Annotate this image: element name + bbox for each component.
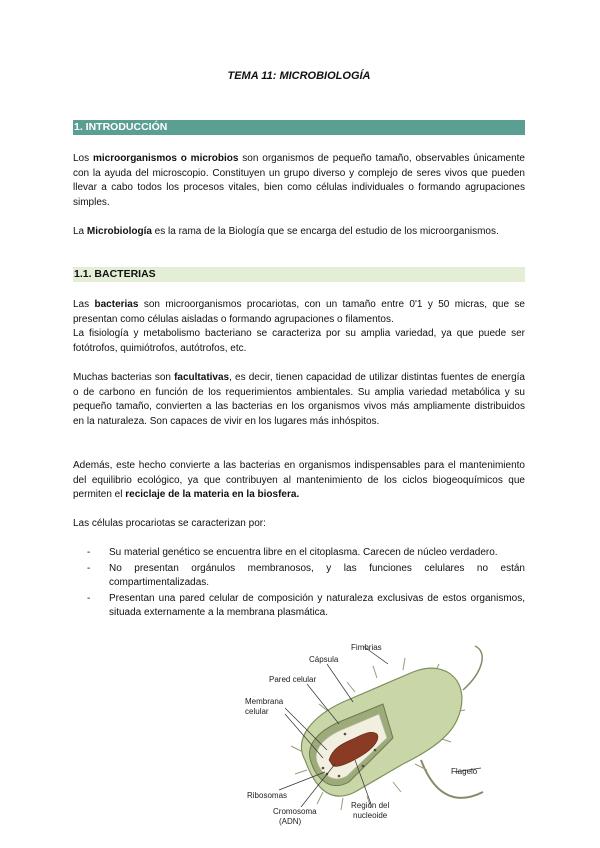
bacterium-diagram xyxy=(243,642,493,832)
label-region-del: Región del xyxy=(351,801,390,810)
list-item: - Su material genético se encuentra libre en el citoplasma. Carecen de núcleo verdadero. xyxy=(87,546,525,561)
bullet-marker: - xyxy=(87,547,91,558)
intro-paragraph-1: Los microorganismos o microbios son organismos de pequeño tamaño, observables únicamente con la ayuda del microscopio. Constituyen un grupo diverso y complejo de seres vivos que pueden llevar a cabo todos los procesos vitales, bien como células individuales o formando agrupaciones simples. xyxy=(73,153,525,208)
label-pared-celular: Pared celular xyxy=(269,675,317,684)
bullet-marker: - xyxy=(87,592,91,604)
bacterias-paragraph-1b: La fisiología y metabolismo bacteriano se caracteriza por su amplia variedad, ya que puede ser fotótrofos, quimiótrofos, autótrofos, etc. xyxy=(73,328,525,354)
label-membrana: Membrana xyxy=(245,697,284,706)
label-fimbrias: Fimbrias xyxy=(351,643,382,652)
label-adn: (ADN) xyxy=(279,817,302,826)
label-flagelo: Flagelo xyxy=(451,767,478,776)
label-capsula: Cápsula xyxy=(309,655,339,664)
flagellum-shape-upper xyxy=(463,646,482,690)
bacterias-paragraph-2: Muchas bacterias son facultativas, es decir, tienen capacidad de utilizar distintas fuentes de energía o de carbono en función de los requerimientos ambientales. Su amplia variedad metabólica y su pequeño tamaño, convierten a las bacterias en los organismos vivos más ampliamente distribuidos en la naturaleza. Son capaces de vivir en los lugares más inhóspitos. xyxy=(73,372,525,427)
flagellum-shape xyxy=(421,760,483,798)
label-ribosomas: Ribosomas xyxy=(247,791,288,800)
bacterias-paragraph-1: Las bacterias son microorganismos procariotas, con un tamaño entre 0'1 y 50 micras, que se presentan como células aisladas o formando agrupaciones o filamentos. xyxy=(73,299,525,325)
label-membrana-celular: celular xyxy=(245,707,269,716)
subsection-heading-bacterias: 1.1. BACTERIAS xyxy=(73,267,525,282)
list-item: - Presentan una pared celular de composición y naturaleza exclusivas de estos organismos, situada externamente a la membrana plasmática. xyxy=(87,592,525,619)
page-title: TEMA 11: MICROBIOLOGÍA xyxy=(227,70,371,82)
prokaryote-characteristics-list xyxy=(87,546,525,622)
bacterias-paragraph-4: Las células procariotas se caracterizan por: xyxy=(73,518,266,529)
list-item: - No presentan orgánulos membranosos, y las funciones celulares no están compartimentalizadas. xyxy=(87,562,525,589)
bacterias-paragraph-3: Además, este hecho convierte a las bacterias en organismos indispensables para el mantenimiento del equilibrio ecológico, ya que contribuyen al mantenimiento de los ciclos biogeoquímicos que permiten el reciclaje de la materia en la biosfera. xyxy=(73,460,525,501)
section-heading-introduccion: 1. INTRODUCCIÓN xyxy=(73,120,525,135)
bullet-marker: - xyxy=(87,562,91,574)
intro-paragraph-2: La Microbiología es la rama de la Biología que se encarga del estudio de los microorganismos. xyxy=(73,226,499,237)
label-nucleoide: nucleoide xyxy=(353,811,388,820)
label-cromosoma: Cromosoma xyxy=(273,807,317,816)
